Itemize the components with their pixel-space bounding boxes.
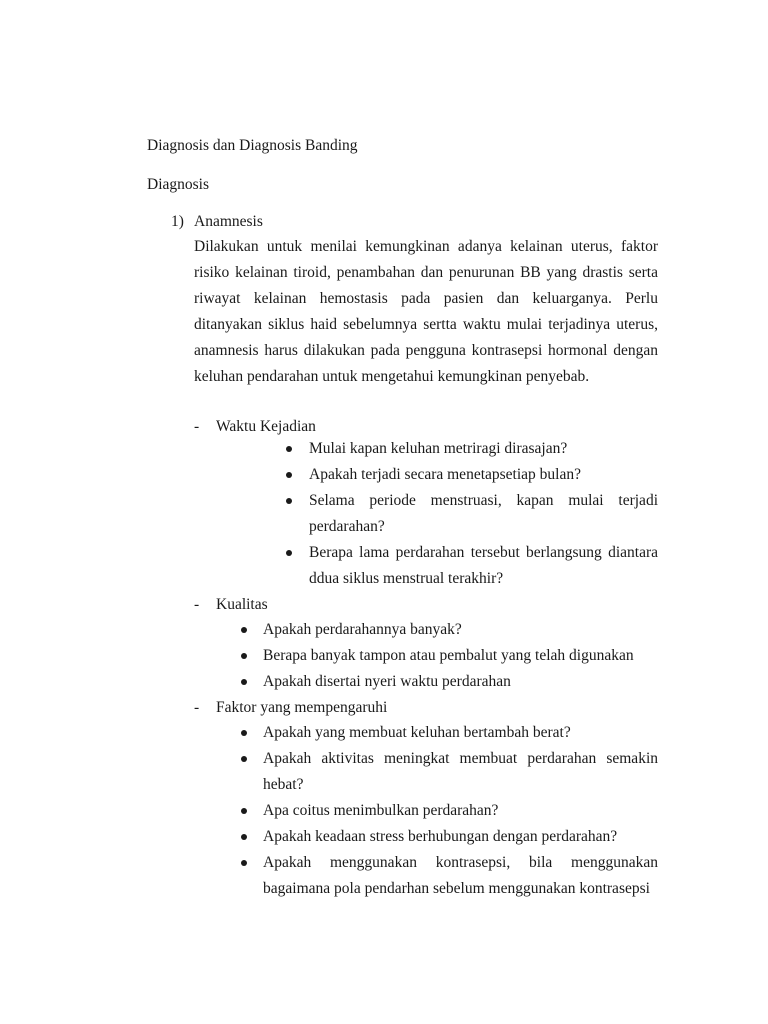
bullet-icon (286, 446, 292, 452)
paragraph-line: Dilakukan untuk menilai kemungkinan adanya kelainan uterus, faktor (194, 238, 658, 255)
bullet-icon (241, 860, 247, 866)
paragraph-line: riwayat kelainan hemostasis pada pasien dan keluarganya. Perlu (194, 290, 658, 307)
paragraph-line: anamnesis harus dilakukan pada pengguna kontrasepsi hormonal dengan (194, 342, 658, 359)
dash-marker: - (194, 699, 200, 716)
list-item: Berapa lama perdarahan tersebut berlangsung diantara (309, 544, 658, 561)
bullet-icon (241, 679, 247, 685)
bullet-icon (241, 730, 247, 736)
list-item-continuation: ddua siklus menstrual terakhir? (309, 570, 504, 587)
subheading-kualitas: Kualitas (216, 596, 268, 613)
paragraph-line: risiko kelainan tiroid, penambahan dan penurunan BB yang drastis serta (194, 264, 658, 281)
list-item: Apakah perdarahannya banyak? (263, 621, 462, 638)
bullet-icon (241, 834, 247, 840)
list-item: Apakah aktivitas meningkat membuat perdarahan semakin (263, 750, 658, 767)
paragraph-line: keluhan pendarahan untuk mengetahui kemungkinan penyebab. (194, 368, 590, 385)
list-item: Apakah terjadi secara menetapsetiap bulan? (309, 466, 581, 483)
list-item: Berapa banyak tampon atau pembalut yang telah digunakan (263, 647, 634, 664)
list-item: Apakah menggunakan kontrasepsi, bila menggunakan (263, 854, 658, 871)
bullet-icon (241, 808, 247, 814)
list-item: Apakah keadaan stress berhubungan dengan perdarahan? (263, 828, 618, 845)
dash-marker: - (194, 596, 200, 613)
list-number: 1) (171, 213, 184, 230)
list-item: Selama periode menstruasi, kapan mulai terjadi (309, 492, 658, 509)
list-item: Apakah yang membuat keluhan bertambah berat? (263, 724, 571, 741)
bullet-icon (241, 653, 247, 659)
document-title: Diagnosis dan Diagnosis Banding (147, 137, 358, 154)
list-item: Mulai kapan keluhan metriragi dirasajan? (309, 440, 568, 457)
list-item-continuation: bagaimana pola pendarhan sebelum menggunakan kontrasepsi (263, 880, 650, 897)
list-item: Apakah disertai nyeri waktu perdarahan (263, 673, 511, 690)
section-heading: Diagnosis (147, 176, 209, 193)
bullet-icon (286, 498, 292, 504)
dash-marker: - (194, 418, 200, 435)
bullet-icon (241, 756, 247, 762)
list-item-continuation: perdarahan? (309, 518, 385, 535)
item-heading-anamnesis: Anamnesis (194, 213, 263, 230)
bullet-icon (241, 627, 247, 633)
list-item: Apa coitus menimbulkan perdarahan? (263, 802, 499, 819)
bullet-icon (286, 550, 292, 556)
list-item-continuation: hebat? (263, 776, 304, 793)
bullet-icon (286, 472, 292, 478)
subheading-waktu-kejadian: Waktu Kejadian (216, 418, 316, 435)
subheading-faktor: Faktor yang mempengaruhi (216, 699, 388, 716)
paragraph-line: ditanyakan siklus haid sebelumnya sertta waktu mulai terjadinya uterus, (194, 316, 658, 333)
